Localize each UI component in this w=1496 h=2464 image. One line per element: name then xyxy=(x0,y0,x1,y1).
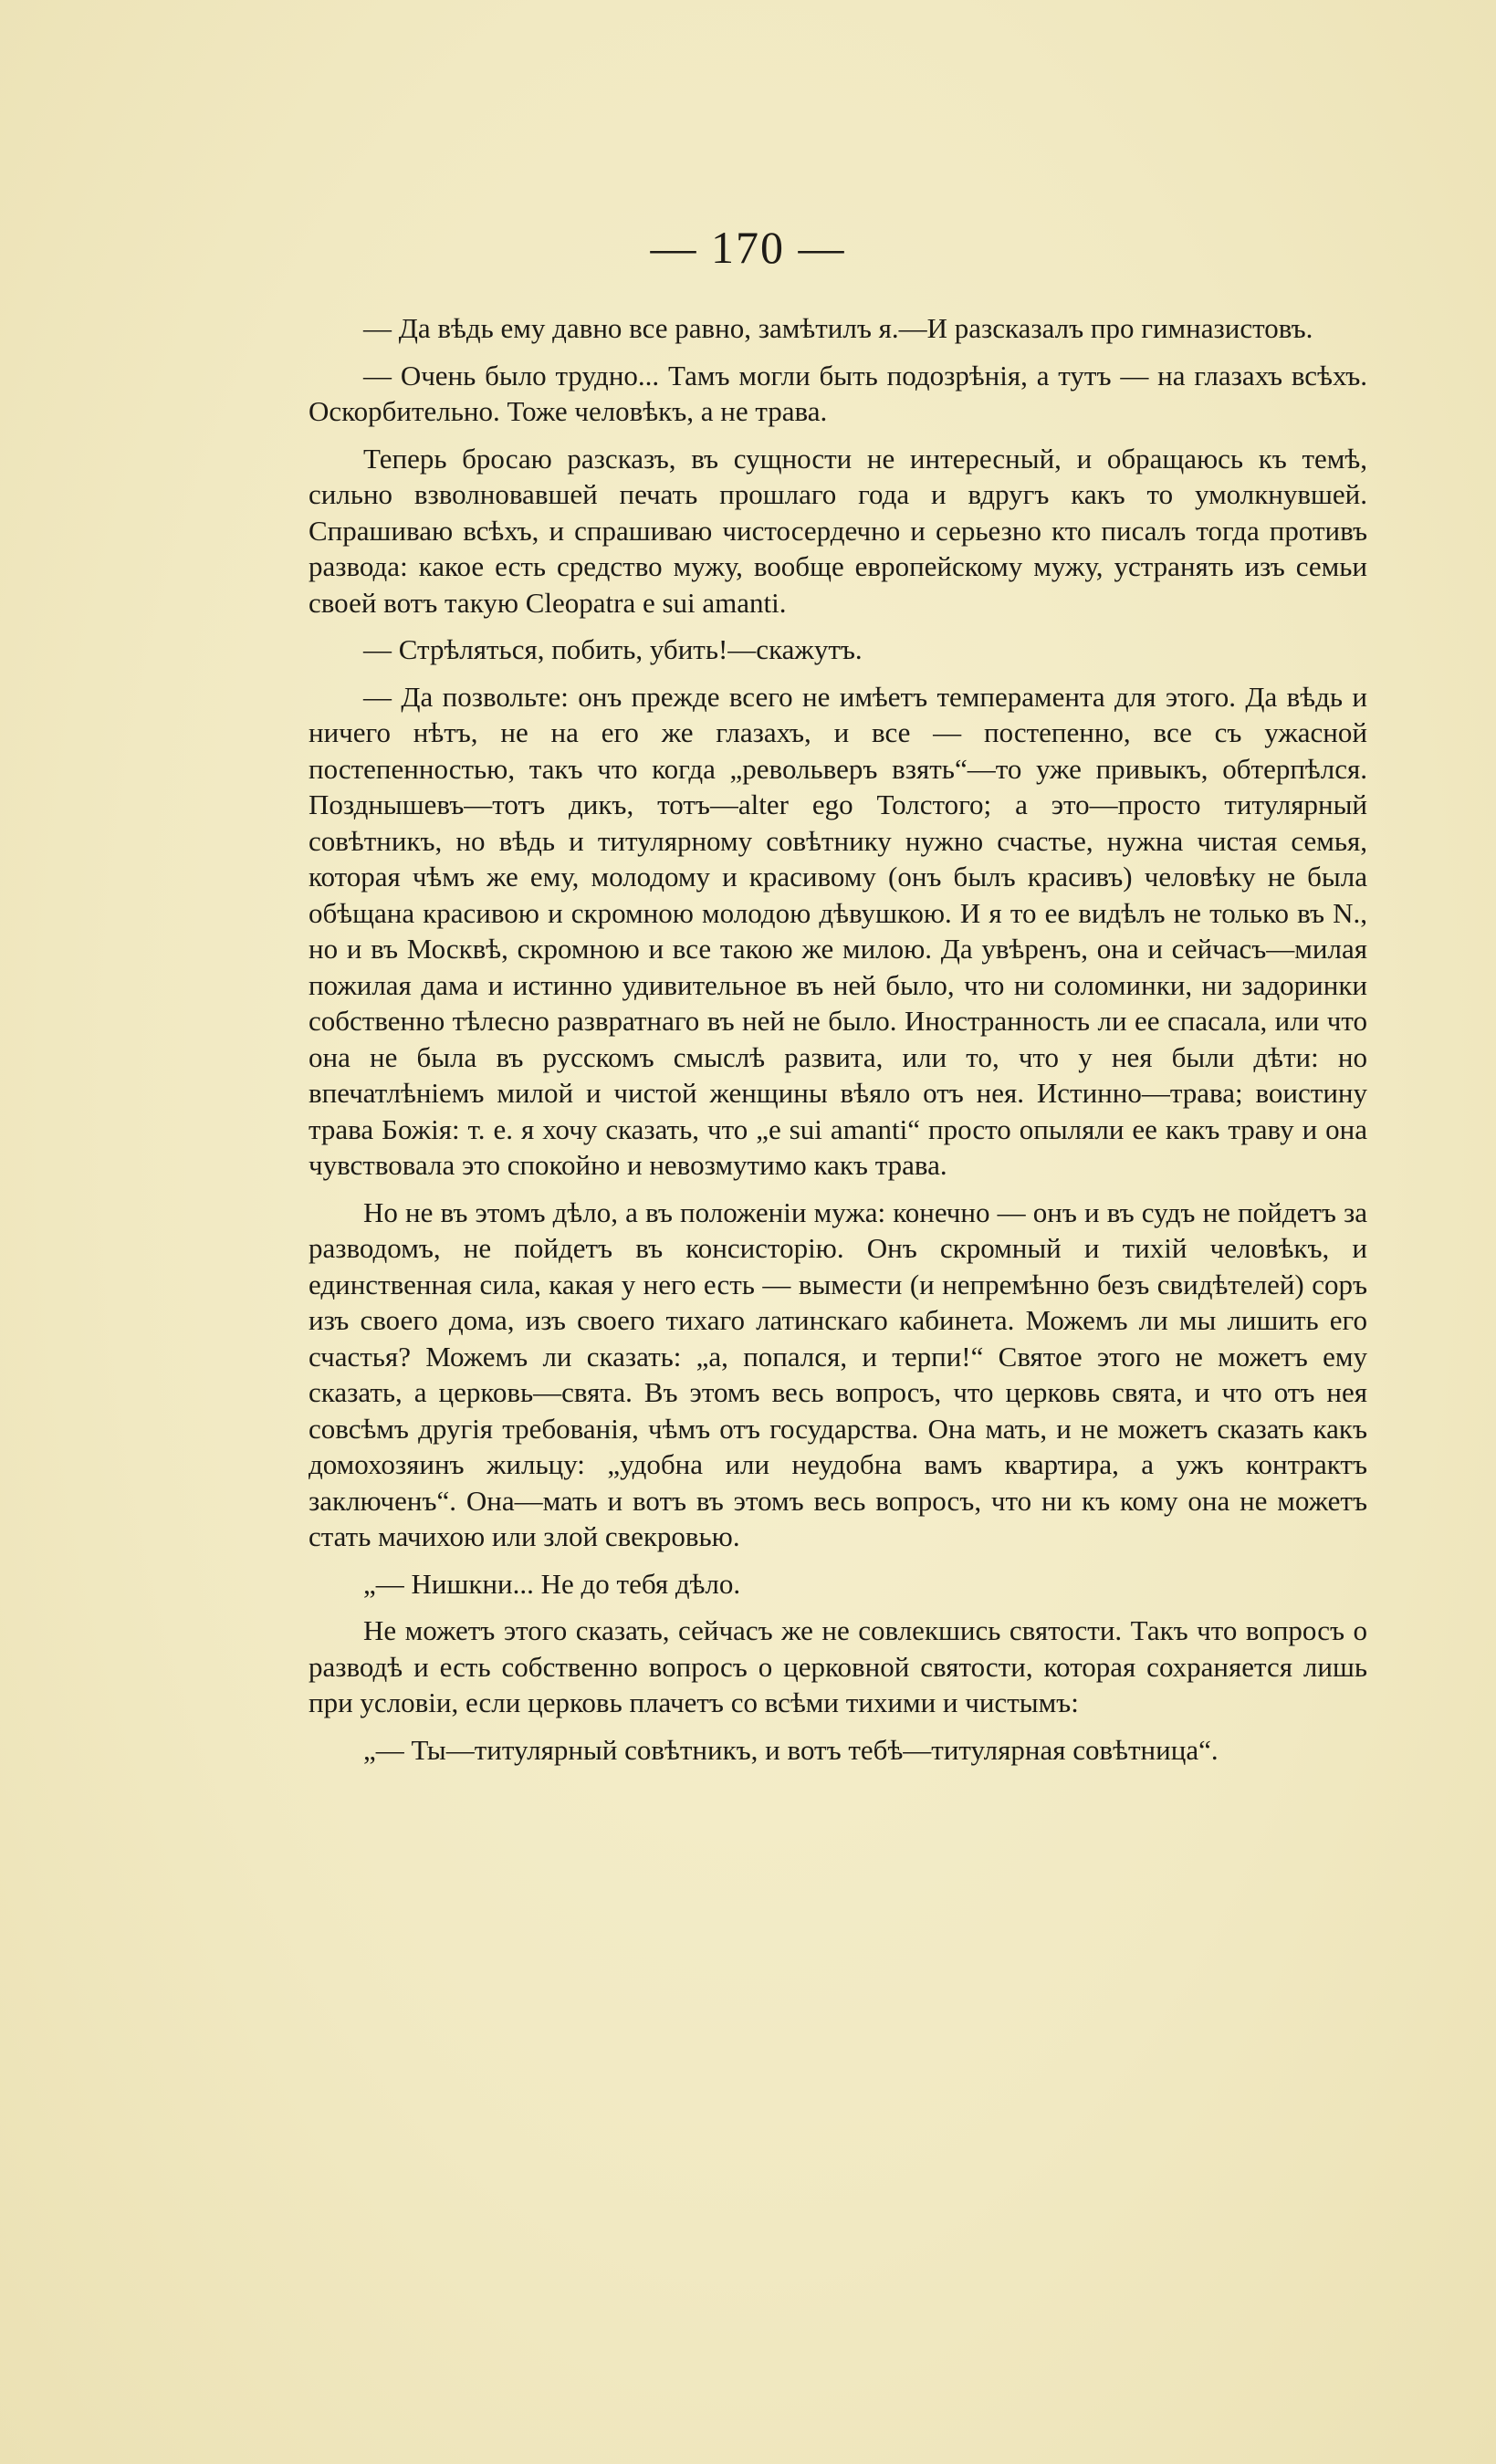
paragraph-1: — Да вѣдь ему давно все равно, замѣтилъ я.—И разсказалъ про гимназистовъ. xyxy=(363,312,1313,344)
paragraph-6: Но не въ этомъ дѣло, а въ положеніи мужа: конечно — онъ и въ судъ не пойдетъ за разводомъ, не пойдетъ въ консисторію. Онъ скромный и тихій человѣкъ, и единственная сила, какая у него есть — вымести (и непремѣнно безъ свидѣтелей) соръ изъ своего дома, изъ своего тихаго латинскаго кабинета. Можемъ ли мы лишить его счастья? Можемъ ли сказать: „а, попался, и терпи!“ Святое этого не можетъ ему сказать, а церковь—свята. Въ этомъ весь вопросъ, что церковь свята, и что отъ нея совсѣмъ другія требованія, чѣмъ отъ государства. Она мать, и не можетъ сказать какъ домохозяинъ жильцу: „удобна или неудобна вамъ квартира, а ужъ контрактъ заключенъ“. Она—мать и вотъ въ этомъ весь вопросъ, что ни къ кому она не можетъ стать мачихою или злой свекровью. xyxy=(309,1195,1367,1552)
paragraph-3: Теперь бросаю разсказъ, въ сущности не интересный, и обращаюсь къ темѣ, сильно взволновавшей печать прошлаго года и вдругъ какъ то умолкнувшей. Спрашиваю всѣхъ, и спрашиваю чистосердечно и серьезно кто писалъ тогда противъ развода: какое есть средство мужу, вообще европейскому мужу, устранять изъ семьи своей вотъ такую Cleopatra e sui amanti. xyxy=(309,442,1367,619)
paragraph-2: — Очень было трудно... Тамъ могли быть подозрѣнія, а тутъ — на глазахъ всѣхъ. Оскорбительно. Тоже человѣкъ, а не трава. xyxy=(309,359,1367,427)
paragraph-7: „— Нишкни... Не до тебя дѣло. xyxy=(363,1567,741,1600)
paragraph-4: — Стрѣляться, побить, убить!—скажутъ. xyxy=(363,633,863,665)
page-number: — 170 — xyxy=(650,222,846,273)
body-text xyxy=(309,310,1367,1768)
paragraph-8: Не можетъ этого сказать, сейчасъ же не совлекшись святости. Такъ что вопросъ о разводѣ и есть собственно вопросъ о церковной святости, которая сохраняется лишь при условіи, если церковь плачетъ со всѣми тихими и чистымъ: xyxy=(309,1614,1367,1718)
paragraph-5: — Да позвольте: онъ прежде всего не имѣетъ темперамента для этого. Да вѣдь и ничего нѣтъ, не на его же глазахъ, и все — постепенно, все съ ужасной постепенностью, такъ что когда „револьверъ взять“—то уже привыкъ, обтерпѣлся. Позднышевъ—тотъ дикъ, тотъ—alter ego Толстого; а это—просто титулярный совѣтникъ, но вѣдь и титулярному совѣтнику нужно счастье, нужна чистая семья, которая чѣмъ же ему, молодому и красивому (онъ былъ красивъ) человѣку не была обѣщана красивою и скромною молодою дѣвушкою. И я то ее видѣлъ не только въ N., но и въ Москвѣ, скромною и все такою же милою. Да увѣренъ, она и сейчасъ—милая пожилая дама и истинно удивительное въ ней было, что ни соломинки, ни задоринки собственно тѣлесно развратнаго въ ней не было. Иностранность ли ее спасала, или что она не была въ русскомъ смыслѣ развита, или то, что у нея были дѣти: но впечатлѣніемъ милой и чистой женщины вѣяло отъ нея. Истинно—трава; воистину трава Божія: т. е. я хочу сказать, что „e sui amanti“ просто опыляли ее какъ траву и она чувствовала это спокойно и невозмутимо какъ трава. xyxy=(309,680,1367,1181)
paragraph-9: „— Ты—титулярный совѣтникъ, и вотъ тебѣ—титулярная совѣтница“. xyxy=(363,1733,1219,1766)
